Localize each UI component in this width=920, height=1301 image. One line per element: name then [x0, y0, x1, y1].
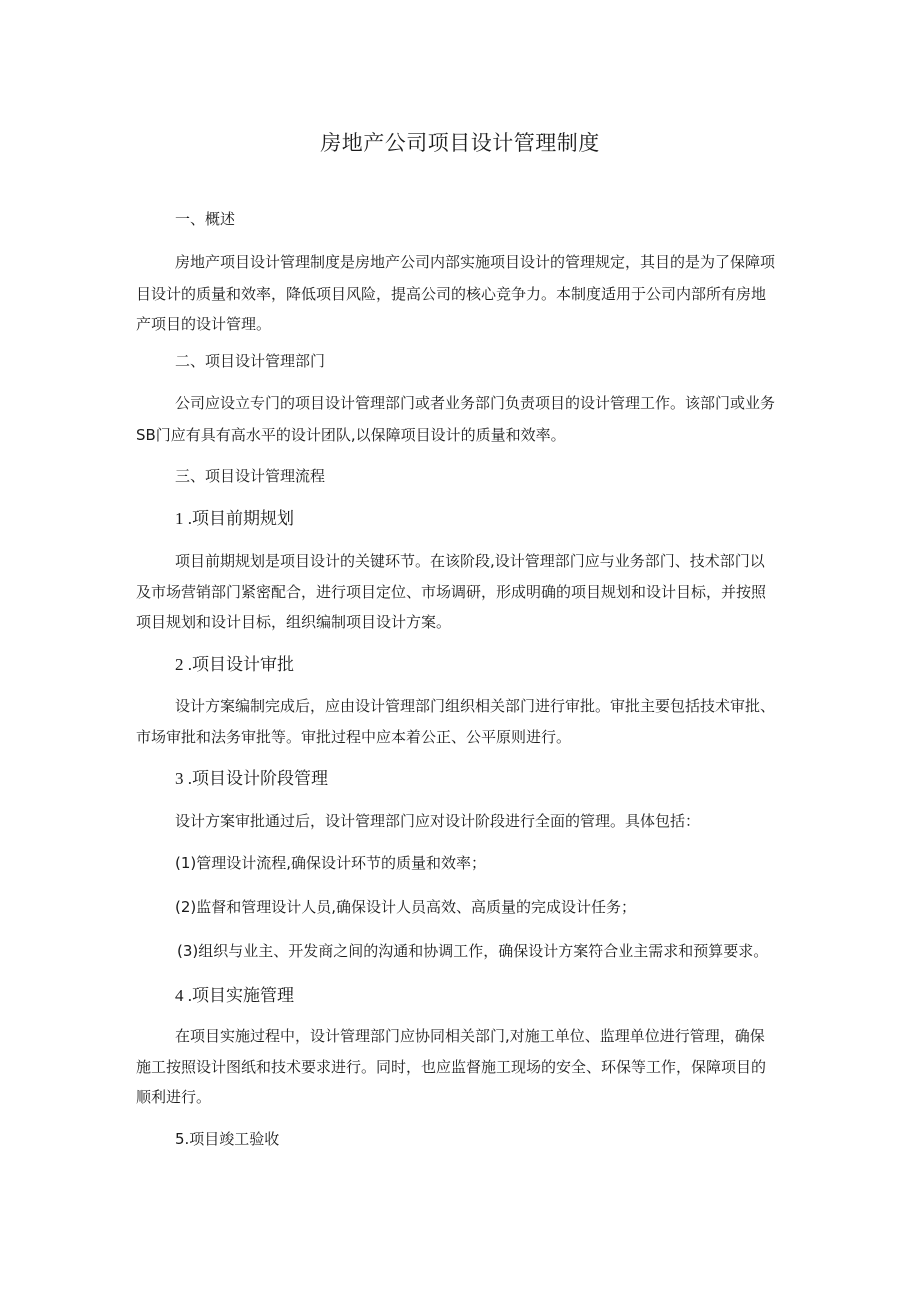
section-heading-process: 三、项目设计管理流程: [175, 467, 326, 485]
subsection-heading: 3 .项目设计阶段管理: [175, 769, 328, 788]
paragraph-line: 产项目的设计管理。: [136, 315, 272, 333]
list-item: (2)监督和管理设计人员,确保设计人员高效、高质量的完成设计任务；: [175, 898, 637, 916]
section-heading-department: 二、项目设计管理部门: [175, 352, 326, 370]
paragraph-line: SB门应有具有高水平的设计团队,以保障项目设计的质量和效率。: [136, 426, 566, 444]
paragraph-line: 房地产项目设计管理制度是房地产公司内部实施项目设计的管理规定，其目的是为了保障项: [175, 253, 776, 271]
paragraph-line: 项目规划和设计目标，组织编制项目设计方案。: [136, 613, 452, 631]
paragraph-line: 设计方案审批通过后，设计管理部门应对设计阶段进行全面的管理。具体包括：: [175, 812, 701, 830]
paragraph-line: 公司应设立专门的项目设计管理部门或者业务部门负责项目的设计管理工作。该部门或业务: [175, 394, 776, 412]
list-item: (3)组织与业主、开发商之间的沟通和协调工作，确保设计方案符合业主需求和预算要求。: [177, 942, 769, 960]
paragraph-line: 项目前期规划是项目设计的关键环节。在该阶段,设计管理部门应与业务部门、技术部门以: [175, 552, 765, 570]
paragraph-line: 市场审批和法务审批等。审批过程中应本着公正、公平原则进行。: [136, 728, 572, 746]
paragraph-line: 在项目实施过程中，设计管理部门应协同相关部门,对施工单位、监理单位进行管理，确保: [175, 1027, 765, 1045]
subsection-heading: 4 .项目实施管理: [175, 986, 294, 1005]
paragraph-line: 设计方案编制完成后，应由设计管理部门组织相关部门进行审批。审批主要包括技术审批、: [175, 697, 776, 715]
subsection-heading: 2 .项目设计审批: [175, 655, 294, 674]
paragraph-line: 目设计的质量和效率，降低项目风险，提高公司的核心竞争力。本制度适用于公司内部所有房地: [136, 285, 767, 303]
subsection-heading: 1 .项目前期规划: [175, 509, 294, 528]
section-heading-overview: 一、概述: [175, 210, 236, 228]
paragraph-line: 及市场营销部门紧密配合，进行项目定位、市场调研，形成明确的项目规划和设计目标，并按照: [136, 583, 767, 601]
document-title: 房地产公司项目设计管理制度: [320, 131, 600, 155]
paragraph-line: 顺利进行。: [136, 1088, 212, 1106]
subsection-heading: 5.项目竣工验收: [175, 1130, 280, 1148]
list-item: (1)管理设计流程,确保设计环节的质量和效率；: [175, 854, 487, 872]
paragraph-line: 施工按照设计图纸和技术要求进行。同时，也应监督施工现场的安全、环保等工作，保障项目的: [136, 1058, 767, 1076]
